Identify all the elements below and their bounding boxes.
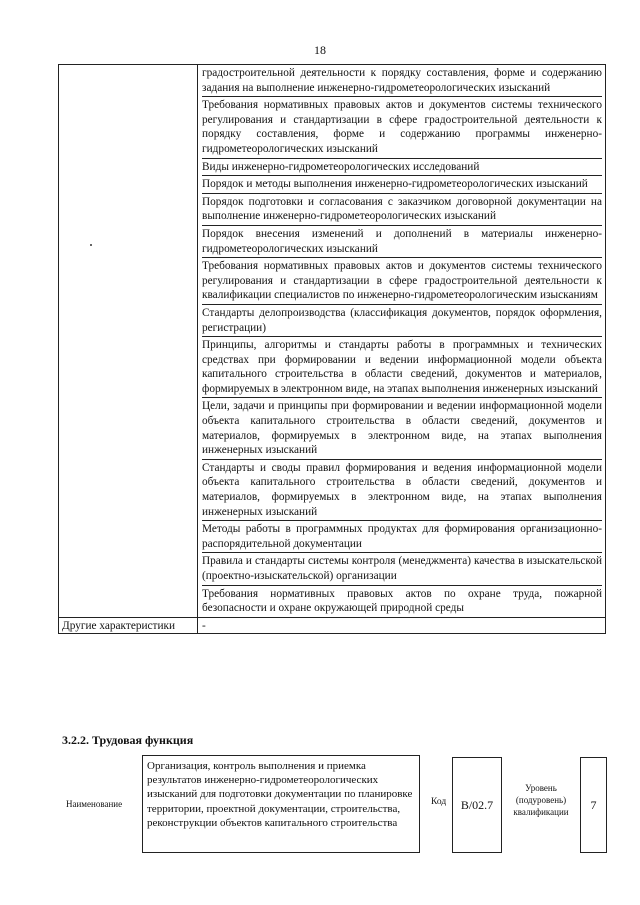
knowledge-item: Цели, задачи и принципы при формировании и ведении информационной модели объекта капитального строительства в области сведений, документов и материалов, формируемых в электронном виде, на этапах выполнения инженерных изысканий	[202, 397, 602, 458]
knowledge-item: Требования нормативных правовых актов и документов системы технического регулирования и стандартизации в сфере градостроительной деятельности к квалификации специалистов по инженерно-гидрометеорологическим изысканиям	[202, 257, 602, 304]
requirements-table	[58, 64, 606, 634]
knowledge-item: Требования нормативных правовых актов и документов системы технического регулирования и стандартизации в сфере градостроительной деятельности к порядку составления, форме и содержанию программы инженерно-гидрометеорологических изысканий	[202, 96, 602, 157]
knowledge-item: Порядок внесения изменений и дополнений в материалы инженерно-гидрометеорологических изысканий	[202, 225, 602, 257]
other-characteristics-label: Другие характеристики	[59, 617, 198, 634]
name-label: Наименование	[66, 799, 123, 809]
knowledge-row	[59, 65, 606, 618]
page-number: 18	[314, 43, 326, 57]
other-characteristics-value: -	[198, 617, 606, 634]
qualification-level-label: Уровень (подуровень) квалификации	[513, 783, 569, 817]
knowledge-item: Виды инженерно-гидрометеорологических исследований	[202, 158, 602, 176]
knowledge-item: градостроительной деятельности к порядку составления, форме и содержанию задания на выполнение инженерно-гидрометеорологических изысканий	[202, 67, 602, 94]
knowledge-item: Стандарты и своды правил формирования и ведения информационной модели объекта капитального строительства в области сведений, документов и материалов, формируемых в электронном виде, на этапах выполнения инженерных изысканий	[202, 459, 602, 520]
knowledge-item: Правила и стандарты системы контроля (менеджмента) качества в изыскательской (проектно-изыскательской) организации	[202, 552, 602, 584]
knowledge-item: Методы работы в программных продуктах для формирования организационно-распорядительной документации	[202, 520, 602, 552]
knowledge-item: Порядок подготовки и согласования с заказчиком договорной документации на выполнение инженерно-гидрометеорологических изысканий	[202, 193, 602, 225]
knowledge-items-cell	[198, 65, 606, 618]
knowledge-label-cell	[59, 65, 198, 618]
code-label: Код	[431, 797, 447, 807]
knowledge-item: Принципы, алгоритмы и стандарты работы в программных и технических средствах при формировании и ведении информационной модели объекта капитального строительства в области сведений, документов и материалов, формируемых в электронном виде, на этапах выполнения инженерных изысканий	[202, 336, 602, 397]
qualification-level-box: 7	[580, 757, 607, 853]
function-name-box: Организация, контроль выполнения и приемка результатов инженерно-гидрометеорологических изысканий для подготовки документации по планировке территории, проектной документации, строительства, реконструкции объектов капитального строительства	[142, 755, 420, 853]
knowledge-item: Стандарты делопроизводства (классификация документов, порядок оформления, регистрации)	[202, 304, 602, 336]
code-box: B/02.7	[452, 757, 502, 853]
knowledge-item: Требования нормативных правовых актов по охране труда, пожарной безопасности и охране окружающей природной среды	[202, 585, 602, 617]
knowledge-item: Порядок и методы выполнения инженерно-гидрометеорологических изысканий	[202, 175, 602, 193]
other-characteristics-row	[59, 617, 606, 634]
section-title: 3.2.2. Трудовая функция	[62, 733, 194, 747]
